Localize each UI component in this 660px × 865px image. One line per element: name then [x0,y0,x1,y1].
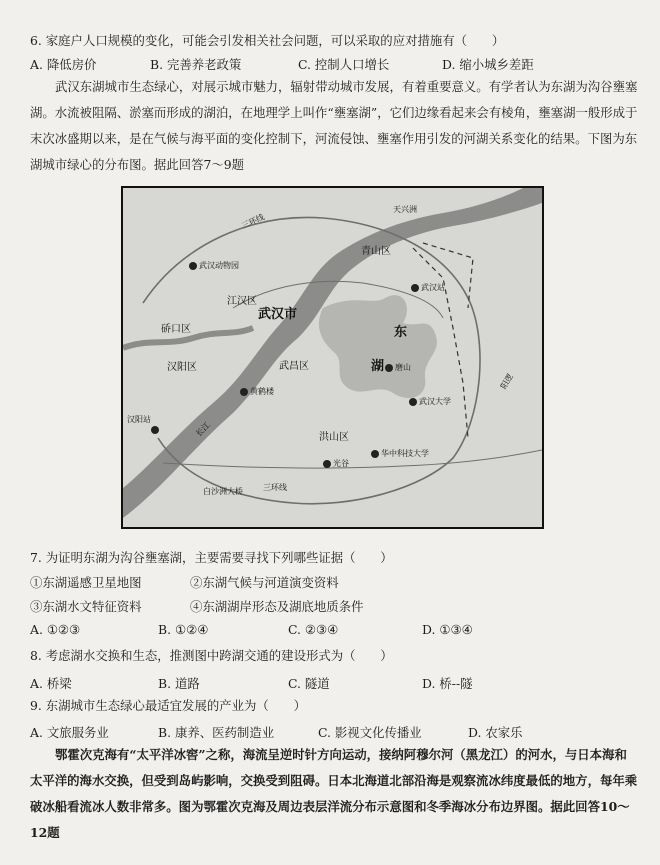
q9-stem: 9. 东湖城市生态绿心最适宜发展的产业为（ ） [30,698,306,713]
q7-option-a: A. ①②③ [30,622,81,637]
map-place-mount-ma: 磨山 [395,363,411,372]
q6-option-b: B. 完善养老政策 [150,57,242,72]
map-district-jiangan: 江汉区 [227,296,257,307]
q7-stem: 7. 为证明东湖为沟谷壅塞湖，主要需要寻找下列哪些证据（ ） [30,550,393,565]
q6-options [30,55,638,73]
q9-options [30,723,638,741]
q7-items-row-2 [30,597,638,615]
q8-options [30,674,638,692]
map-district-hanyang: 汉阳区 [167,362,197,373]
q7-options [30,622,638,640]
map-district-hongshan: 洪山区 [319,432,349,443]
map-road-sanhuan-north: 三环线 [240,212,266,231]
map-district-qiaokou: 硚口区 [161,324,191,335]
q7-item-3: ③东湖水文特征资料 [30,599,142,614]
map-place-wuhan-station: 武汉站 [421,283,445,292]
map-place-tianxing: 天兴洲 [393,205,417,214]
q6-stem: 6. 家庭户人口规模的变化，可能会引发相关社会问题，可以采取的应对措施有（ ） [30,33,505,48]
q6-option-c: C. 控制人口增长 [298,57,390,72]
q7-option-b: B. ①②④ [158,622,209,637]
east-lake-map [121,186,544,529]
q8-option-d: D. 桥--隧 [422,676,473,691]
map-place-baishazhou: 白沙洲大桥 [203,487,243,496]
map-place-zoo: 武汉动物园 [199,261,239,270]
intro-7-9: 武汉东湖城市生态绿心，对展示城市魅力，辐射带动城市发展，有着重要意义。有学者认为东湖为沟谷壅塞湖。水流被阻隔、淤塞而形成的湖泊，在地理学上叫作“壅塞湖”，它们边缘看起来会有棱角，壅塞湖一般形成于末次冰盛期以来，是在气候与海平面的变化控制下，河流侵蚀、壅塞作用引发的河湖关系变化的结果。下图为东湖城市绿心的分布图。据此回答7～9题 [30,79,638,172]
q6-option-d: D. 缩小城乡差距 [442,57,534,72]
q9-option-b: B. 康养、医药制造业 [158,725,275,740]
map-place-optics-valley: 光谷 [333,459,349,468]
map-title: 武汉市 [258,307,298,322]
map-district-qingshan: 青山区 [361,246,391,257]
dashed-rail-2 [423,243,473,308]
map-pin-optics-valley [323,460,331,468]
map-place-yellow-crane: 黄鹤楼 [250,387,274,396]
map-pin-zoo [189,262,197,270]
map-place-yangluo: 阳逻 [499,372,515,391]
q8-stem: 8. 考虑湖水交换和生态，推测图中跨湖交通的建设形式为（ ） [30,648,393,663]
q7-item-2: ②东湖气候与河道演变资料 [190,575,339,590]
q9-option-a: A. 文旅服务业 [30,725,109,740]
q6-option-a: A. 降低房价 [30,57,97,72]
map-place-changjiang: 长江 [194,420,212,439]
q7-items-row-1 [30,573,638,591]
map-place-hust: 华中科技大学 [381,449,429,458]
map-pin-yellow-crane [240,388,248,396]
map-lake-char-2: 湖 [371,359,385,374]
q7-option-d: D. ①③④ [422,622,473,637]
map-pin-wuhan-univ [409,398,417,406]
q8-option-b: B. 道路 [158,676,200,691]
east-lake-shape [319,295,437,398]
map-pin-mount-ma [385,364,393,372]
q7-item-4: ④东湖湖岸形态及湖底地质条件 [190,599,364,614]
map-place-wuhan-univ: 武汉大学 [419,397,451,406]
q7-item-1: ①东湖遥感卫星地图 [30,575,142,590]
south-road [163,450,542,468]
map-place-hanyang-station: 汉阳站 [127,415,151,424]
q7-option-c: C. ②③④ [288,622,339,637]
map-pin-hust [371,450,379,458]
q8-option-a: A. 桥梁 [30,676,72,691]
map-lake-char-1: 东 [394,325,408,340]
intro-10-12: 鄂霍次克海有“太平洋冰窖”之称，海流呈逆时针方向运动，接纳阿穆尔河（黑龙江）的河水，与日本海和太平洋的海水交换，但受到岛屿影响，交换受到阻碍。日本北海道北部沿海是观察流冰纬度最低的地方，每年乘破冰船看流冰人数非常多。图为鄂霍次克海及周边表层洋流分布示意图和冬季海冰分布边界图。据此回答10～12题 [30,747,638,840]
map-pin-wuhan-station [411,284,419,292]
map-pin-hanyang-station [151,426,159,434]
q9-option-d: D. 农家乐 [468,725,523,740]
q9-option-c: C. 影视文化传播业 [318,725,422,740]
map-district-wuchang: 武昌区 [279,361,309,372]
q8-option-c: C. 隧道 [288,676,330,691]
map-road-sanhuan-south: 三环线 [263,483,287,492]
